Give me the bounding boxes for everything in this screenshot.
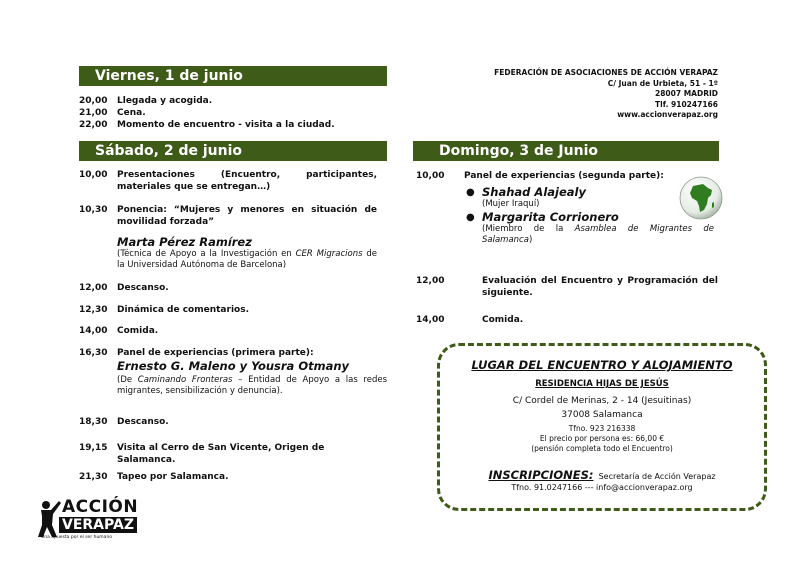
event-text: Llegada y acogida. — [117, 96, 213, 106]
participant-2 — [464, 210, 714, 246]
venue-city: 37008 Salamanca — [561, 410, 643, 420]
saturday-schedule — [79, 169, 388, 489]
sunday-schedule — [416, 170, 720, 330]
org-address: C/ Juan de Urbieta, 51 - 1º — [607, 78, 718, 88]
time: 21,30 — [79, 472, 108, 482]
event-text: Momento de encuentro - visita a la ciudad. — [117, 120, 335, 130]
time: 14,00 — [79, 326, 108, 336]
event-text: Panel de experiencias (primera parte): — [117, 348, 314, 358]
time: 12,30 — [79, 305, 108, 315]
friday-schedule — [79, 95, 387, 135]
venue-title: LUGAR DEL ENCUENTRO Y ALOJAMIENTO — [471, 358, 733, 372]
registration-contact: Tfno. 91.0247166 --- info@accionverapaz.org — [511, 483, 693, 492]
venue-street: C/ Cordel de Merinas, 2 - 14 (Jesuitinas) — [512, 396, 692, 406]
time: 20,00 — [79, 96, 108, 106]
registration-text: Secretaría de Acción Verapaz — [598, 472, 716, 481]
logo-line2: VERAPAZ — [59, 517, 137, 533]
sunday-heading: Domingo, 3 de Junio — [413, 141, 719, 161]
event-text: Dinámica de comentarios. — [117, 305, 249, 315]
time: 22,00 — [79, 120, 108, 130]
time: 19,15 — [79, 443, 108, 453]
event-text: Panel de experiencias (segunda parte): — [464, 171, 664, 181]
time: 21,00 — [79, 108, 108, 118]
participant-note: (Miembro de la Asamblea de Migrantes de Salamanca) — [482, 224, 714, 245]
registration — [440, 464, 764, 483]
time: 10,30 — [79, 205, 108, 215]
speaker-note: (De Caminando Fronteras – Entidad de Apoyo a las redes migrantes, sensibilización y denuncia). — [117, 375, 388, 396]
saturday-heading: Sábado, 2 de junio — [79, 141, 387, 161]
event-text: Evaluación del Encuentro y Programación del siguiente. — [482, 276, 718, 298]
registration-label: INSCRIPCIONES: — [488, 468, 594, 482]
event-text: Comida. — [117, 326, 159, 336]
venue-phone: Tfno. 923 216338 — [568, 424, 636, 433]
speaker-note: (Técnica de Apoyo a la Investigación en CER Migracions de la Universidad Autónoma de Barcelona) — [117, 249, 377, 270]
event-text: Descanso. — [117, 283, 169, 293]
friday-heading: Viernes, 1 de junio — [79, 66, 387, 86]
event-text: Tapeo por Salamanca. — [117, 472, 229, 482]
org-phone: Tlf. 910247166 — [655, 99, 718, 109]
organization-header — [494, 68, 718, 121]
time: 10,00 — [79, 170, 108, 180]
org-name: FEDERACIÓN DE ASOCIACIONES DE ACCIÓN VERAPAZ — [494, 68, 718, 77]
time: 12,00 — [79, 283, 108, 293]
event-text: Presentaciones (Encuentro, participantes, materiales que se entregan…) — [117, 170, 377, 192]
time: 16,30 — [79, 348, 108, 358]
org-web: www.accionverapaz.org — [617, 110, 718, 119]
venue-price: El precio por persona es: 66,00 € — [539, 434, 665, 443]
time: 14,00 — [416, 315, 445, 325]
participant-name: Margarita Corrionero — [482, 210, 619, 224]
event-text: Visita al Cerro de San Vicente, Origen de Salamanca. — [117, 443, 325, 465]
participant-note: (Mujer Iraquí) — [482, 199, 540, 209]
speaker-name: Marta Pérez Ramírez — [117, 235, 252, 249]
speaker-names: Ernesto G. Maleno y Yousra Otmany — [117, 359, 350, 373]
event-text: Ponencia: “Mujeres y menores en situación de movilidad forzada” — [117, 205, 377, 227]
time: 10,00 — [416, 171, 445, 181]
event-text: Descanso. — [117, 417, 169, 427]
accion-verapaz-logo — [37, 499, 147, 544]
venue-box — [437, 343, 767, 511]
logo-line1: ACCIÓN — [62, 497, 139, 517]
org-city: 28007 MADRID — [655, 89, 718, 98]
event-text: Comida. — [482, 315, 524, 325]
venue-price-note: (pensión completa todo el Encuentro) — [531, 444, 673, 453]
logo-tagline: Una apuesta por el ser humano — [41, 535, 113, 540]
time: 18,30 — [79, 417, 108, 427]
time: 12,00 — [416, 276, 445, 286]
africa-globe-icon — [679, 176, 723, 220]
bullet: ● — [466, 187, 475, 198]
event-text: Cena. — [117, 108, 146, 118]
residence-name: RESIDENCIA HIJAS DE JESÚS — [535, 379, 669, 389]
participant-name: Shahad Alajealy — [482, 185, 586, 199]
bullet: ● — [466, 212, 475, 223]
